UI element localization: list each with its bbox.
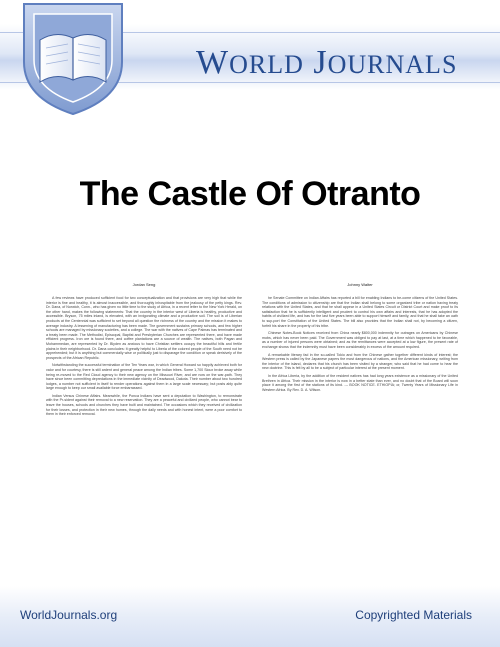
header (0, 0, 500, 118)
left-byline: Jordan Seng (132, 282, 156, 287)
right-paragraph: he Senate Committee on Indian Affairs has reported a bill for enabling Indians to be-come citizens of the United States. The conditions of admission to citizenship are that the Indian shall belong to some organized tribe or nation having treaty relations with the United States, and that he shall appear in a United States Circuit or District Court and make proof to its satisfaction that he is sufficiently intelligent and prudent to control his own affairs and interests, that he has adopted the habits of civilized life, and has for the last five years been able to support himself and family, and that he shall take an oath to sup-port the Constitution of the United States. The bill also provides that the Indian shall not, by becoming a citizen, forfeit his share in the property of his tribe. (262, 296, 458, 328)
world-journals-logo-icon (4, 0, 134, 118)
footer (0, 586, 500, 647)
brand-word-orld: ORLD (229, 50, 304, 79)
brand-initial-w: W (196, 44, 230, 81)
left-paragraph: Indian Versus Chinese Affairs. Meanwhile, the Ponca Indians have sent a deputation to Washington, to remonstrate with the Pr-sident against their removal to a new reservation. They are a peaceful and civilized people, who cannot bear to leave the houses, schools and churches they have built and maintained. The occasions which they received of civilization for their losses, and protection in their new homes, through the daily needs and with honest intent, were a poor comfort to them in their enforced removal. (46, 393, 242, 417)
document-title: The Castle Of Otranto (79, 175, 421, 213)
left-paragraph: A few reviews have produced sufficient food for two conceptualization and that provisions are very high that while the interior is fine and healthy, it is almost inaccessible, and thoroughly inhospitable from the jealousy of the petty kings. Rev. Dr. Dana, of Norwich, Conn., who has given no little time to the study of Africa, in a recent letter to the New York Herald, on the other hand, makes the following statements: That the country in the interior west of Liberia is healthy, productive and accessible. Bryson, 75 miles inland, is elevated, with an invigorating climate and a productive soil. The soil is of Liberian products at the Centennial was sufficient to set beyond all question the richness of the country and the mission it makes to average industry. A lessening of manufacturing has been made. The government sustains primary schools, and few higher schools are managed by missionary societies, and a college. The war with the natives of Cape Palmas has terminated and a treaty been made. The Methodist, Episcopal, Baptist and Presbyterian Churches are represented there, and have made efficient progress. Iron ore is found there, and coffee plantations are a source of wealth. The natives, both Pagan and Mohammedan, are represented by Dr. Blyden as anxious to have Christian settlers occupy the beautiful hills and fertile plains in their neighborhood. Dr. Dana concludes: It greatly helpful to Liberia of the colored people of the South need not be apprehended; but it is anything but commercially wise or politically just to disparage the condition or speak derisively of the prospects of the African Republic. (46, 296, 242, 360)
left-column-text (46, 296, 242, 417)
right-paragraph: Chinese Notes-Book Notices received from China nearly $800,000 indemnity for outrages on Americans by Chinese mobs, which has never been paid. The Government was obliged to pay at last, at a time which happened to be favorable, as a number of injured persons were obtained; and as the remittances were accepted at a low figure, the present rate of exchange shows that the indemnity must have been considerably in excess of the amount required. (262, 331, 458, 349)
right-paragraph: A remarkable literary fad in the so-called Tokio and from the Chinese gather together different kinds of interest; the Western press is called by the Japanese papers the most dangerous of nations, and the American missionary, writing from the interior of the island, declares that his church has been visited by a stranger, who said that he had come to hear the new doctrine. This is felt by all to be a subject of particular interest at the present moment. (262, 352, 458, 371)
left-column (46, 282, 242, 584)
left-paragraph: Notwithstanding the successful termination of the Ten Years war, in which General Howard so happily achieved both for valor and for courtesy, there is still ardent and general peace among the Indian tribes. Some 1,700 Sioux broke away while being re-moved to the Red Cloud agency to their new agency on the Missouri River, and are now on the war-path. They have since been committing depredations in the immediate vicinity of Deadwood, Dakota. Their number about two hundred lodges, a number not sufficient in itself to render operations against them in a large scale necessary; but posts ably quite large enough to keep our small available force embarrassed. (46, 363, 242, 391)
right-column (262, 282, 458, 584)
right-column-text (262, 296, 458, 392)
copyright-notice: Copyrighted Materials (355, 608, 472, 622)
document-body (46, 282, 458, 584)
brand-initial-j: J (313, 44, 328, 81)
right-byline: Johnny Walter (347, 282, 373, 287)
brand-name (196, 44, 457, 82)
footer-site-link[interactable]: WorldJournals.org (20, 608, 118, 622)
brand-word-ournals: OURNALS (327, 50, 458, 79)
right-paragraph: In the Africa Liberia, by the addition of the resident natives has had long years existence as a missionary of the United Brethren in Africa. Their mission in the interior is now in a better state than ever, and no doubt that of the Board will soon place it among the first of the stations of its kind. --- BOOK NOTICE. ETHIOPIA; or, Twenty Years of Missionary Life in Western Africa. By Rev. D. A. Wilson. (262, 373, 458, 392)
